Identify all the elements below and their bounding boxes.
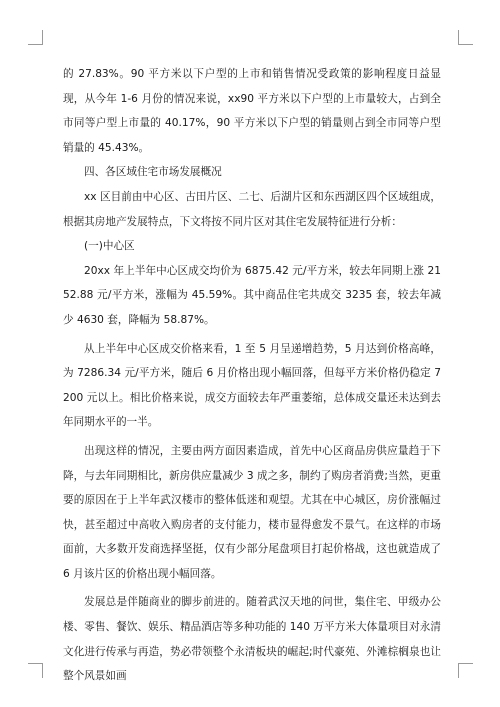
crop-mark-bottom-right	[458, 663, 473, 678]
crop-mark-bottom-left	[28, 663, 43, 678]
paragraph-prev-continuation: 的 27.83%。90 平方米以下户型的上市和销售情况受政策的影响程度日益显现，从今年 1-6 月份的情况来说，xx90 平方米以下户型的上市量较大，占到全市同等户型上市量的 40.17%，90 平方米以下户型的销量则占到全市同等户型销量的 45.43%。	[63, 68, 441, 154]
paragraph-district-overview: xx 区目前由中心区、古田片区、二七、后湖片区和东西湖区四个区域组成，根据其房地产发展特点，下文将按不同片区对其住宅发展特征进行分析：	[63, 190, 441, 228]
paragraph-commercial-development: 发展总是伴随商业的脚步前进的。随着武汉天地的问世，集住宅、甲级办公楼、零售、餐饮、娱乐、精品酒店等多种功能的 140 万平方米大体量项目对永清文化进行传承与再造，势必带领整个永清板块的崛起;时代豪苑、外滩棕榈泉也让整个风景如画	[63, 596, 441, 683]
document-body	[63, 62, 441, 689]
subsection-heading: (一)中心区	[84, 240, 135, 253]
paragraph-center-causes: 出现这样的情况，主要由两方面因素造成，首先中心区商品房供应量趋于下降，与去年同期相比，新房供应量减少 3 成之多，制约了购房者消费;当然，更重要的原因在于上半年武汉楼市的整体低迷和观望。尤其在中心城区，房价涨幅过快，甚至超过中高收入购房者的支付能力，楼市显得愈发不景气。在这样的市场面前，大多数开发商选择坚挺，仅有少部分尾盘项目打起价格战，这也就造成了 6 月该片区的价格出现小幅回落。	[63, 444, 441, 580]
paragraph-center-trend: 从上半年中心区成交价格来看，1 至 5 月呈递增趋势，5 月达到价格高峰，为 7286.34 元/平方米，随后 6 月价格出现小幅回落，但每平方米价格仍稳定 7200 元以上。相比价格来说，成交方面较去年严重萎缩，总体成交量还未达到去年同期水平的一半。	[63, 342, 441, 429]
section-heading: 四、各区域住宅市场发展概况	[84, 166, 222, 179]
crop-mark-top-left	[28, 30, 43, 45]
crop-mark-top-right	[458, 30, 473, 45]
paragraph-center-price: 20xx 年上半年中心区成交均价为 6875.42 元/平方米，较去年同期上涨 2152.88 元/平方米，涨幅为 45.59%。其中商品住宅共成交 3235 套，较去年减少 4630 套，降幅为 58.87%。	[63, 264, 441, 326]
